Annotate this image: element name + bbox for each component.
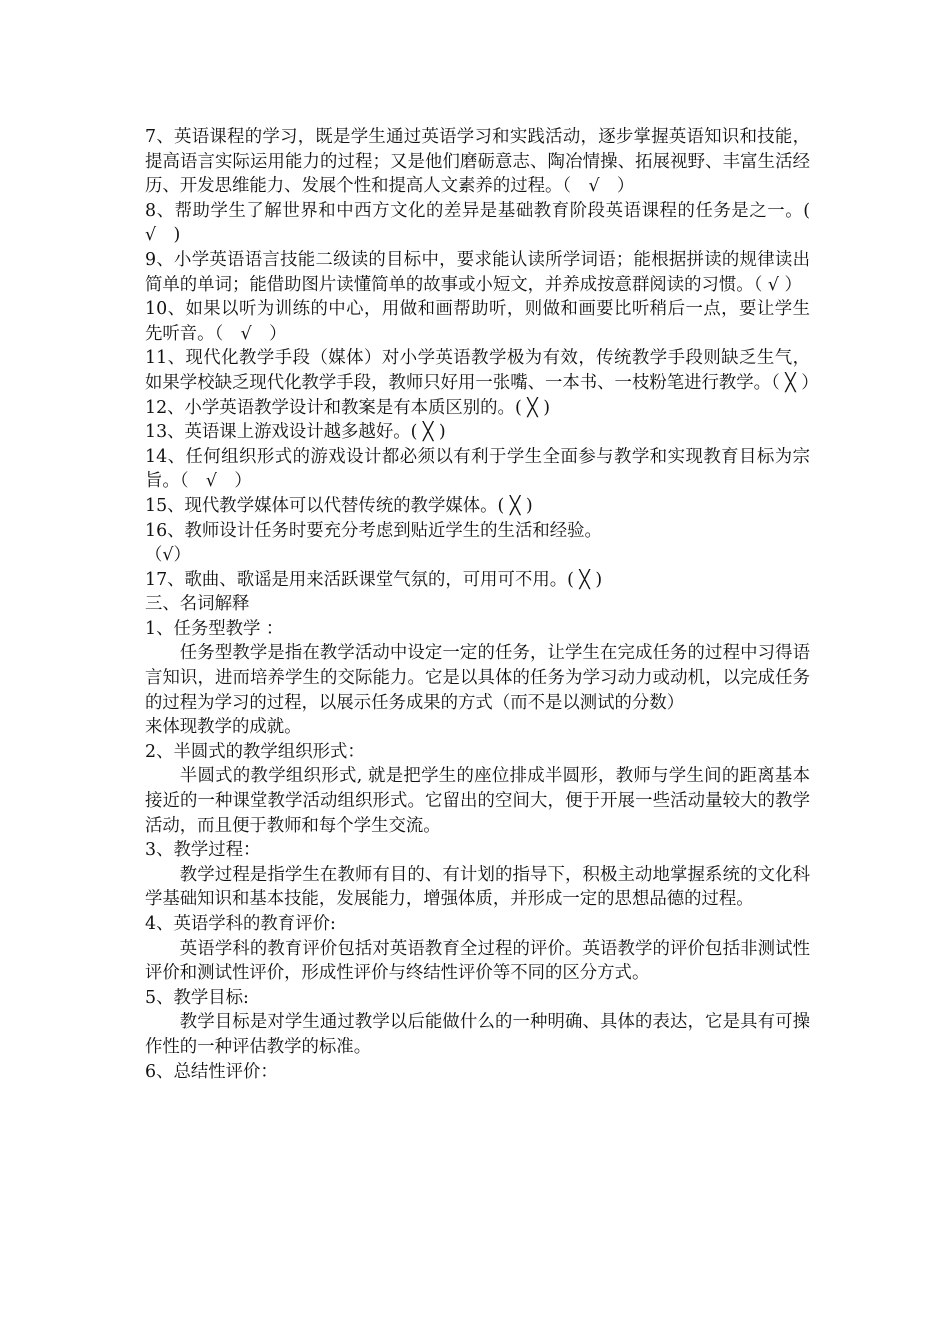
document-page	[145, 125, 828, 1084]
judgement-item-11: 11、现代化教学手段（媒体）对小学英语教学极为有效，传统教学手段则缺乏生气，如果学校缺乏现代化教学手段，教师只好用一张嘴、一本书、一枝粉笔进行教学。（ ╳ ）	[145, 348, 819, 393]
judgement-item-14: 14、任何组织形式的游戏设计都必须以有利于学生全面参与教学和实现教育目标为宗旨。（ √ ）	[145, 446, 810, 492]
term-body-5: 教学目标是对学生通过教学以后能做什么的一种明确、具体的表达，它是具有可操作性的一种评估教学的标准。	[145, 1012, 810, 1057]
judgement-item-16-answer: （√）	[145, 545, 191, 566]
judgement-section	[145, 125, 828, 592]
judgement-item-13: 13、英语课上游戏设计越多越好。( ╳ )	[145, 422, 446, 443]
term-body-3: 教学过程是指学生在教师有目的、有计划的指导下，积极主动地掌握系统的文化科学基础知识和基本技能，发展能力，增强体质，并形成一定的思想品德的过程。	[145, 864, 810, 910]
judgement-item-9: 9、小学英语语言技能二级读的目标中，要求能认读所学词语；能根据拼读的规律读出简单的单词；能借助图片读懂简单的故事或小短文，并养成按意群阅读的习惯。（ √ ）	[145, 249, 810, 295]
term-heading-6: 6、总结性评价：	[145, 1061, 278, 1082]
term-body-2: 半圆式的教学组织形式, 就是把学生的座位排成半圆形，教师与学生间的距离基本接近的一种课堂教学活动组织形式。它留出的空间大，便于开展一些活动量较大的教学活动，而且便于教师和每个学生交流。	[145, 766, 810, 836]
judgement-item-8: 8、帮助学生了解世界和中西方文化的差异是基础教育阶段英语课程的任务是之一。( √ )	[145, 200, 828, 246]
term-body-1: 任务型教学是指在教学活动中设定一定的任务，让学生在完成任务的过程中习得语言知识，进而培养学生的交际能力。它是以具体的任务为学习动力或动机，以完成任务的过程为学习的过程，以展示任务成果的方式（而不是以测试的分数）	[145, 643, 810, 713]
term-tail-1: 来体现教学的成就。	[145, 717, 302, 738]
term-heading-3: 3、教学过程：	[145, 840, 261, 861]
judgement-item-17: 17、歌曲、歌谣是用来活跃课堂气氛的，可用可不用。( ╳ )	[145, 569, 603, 590]
judgement-item-7: 7、英语课程的学习，既是学生通过英语学习和实践活动，逐步掌握英语知识和技能，提高语言实际运用能力的过程；又是他们磨砺意志、陶冶情操、拓展视野、丰富生活经历、开发思维能力、发展个性和提高人文素养的过程。（ √ ）	[145, 127, 810, 197]
section-title: 三、名词解释	[145, 594, 250, 615]
term-heading-2: 2、半圆式的教学组织形式：	[145, 741, 365, 762]
terms-section	[145, 617, 810, 1084]
term-heading-5: 5、教学目标:	[145, 987, 249, 1008]
judgement-item-16: 16、教师设计任务时要充分考虑到贴近学生的生活和经验。	[145, 520, 602, 541]
judgement-item-12: 12、小学英语教学设计和教案是有本质区别的。( ╳ )	[145, 397, 551, 418]
term-heading-4: 4、英语学科的教育评价:	[145, 914, 336, 934]
judgement-item-10: 10、如果以听为训练的中心，用做和画帮助听，则做和画要比听稍后一点，要让学生先听音。（ √ ）	[145, 299, 810, 344]
judgement-item-15: 15、现代教学媒体可以代替传统的教学媒体。( ╳ )	[145, 495, 533, 516]
term-body-4: 英语学科的教育评价包括对英语教育全过程的评价。英语教学的评价包括非测试性评价和测试性评价，形成性评价与终结性评价等不同的区分方式。	[145, 938, 810, 984]
term-heading-1: 1、任务型教学 ：	[145, 618, 284, 639]
